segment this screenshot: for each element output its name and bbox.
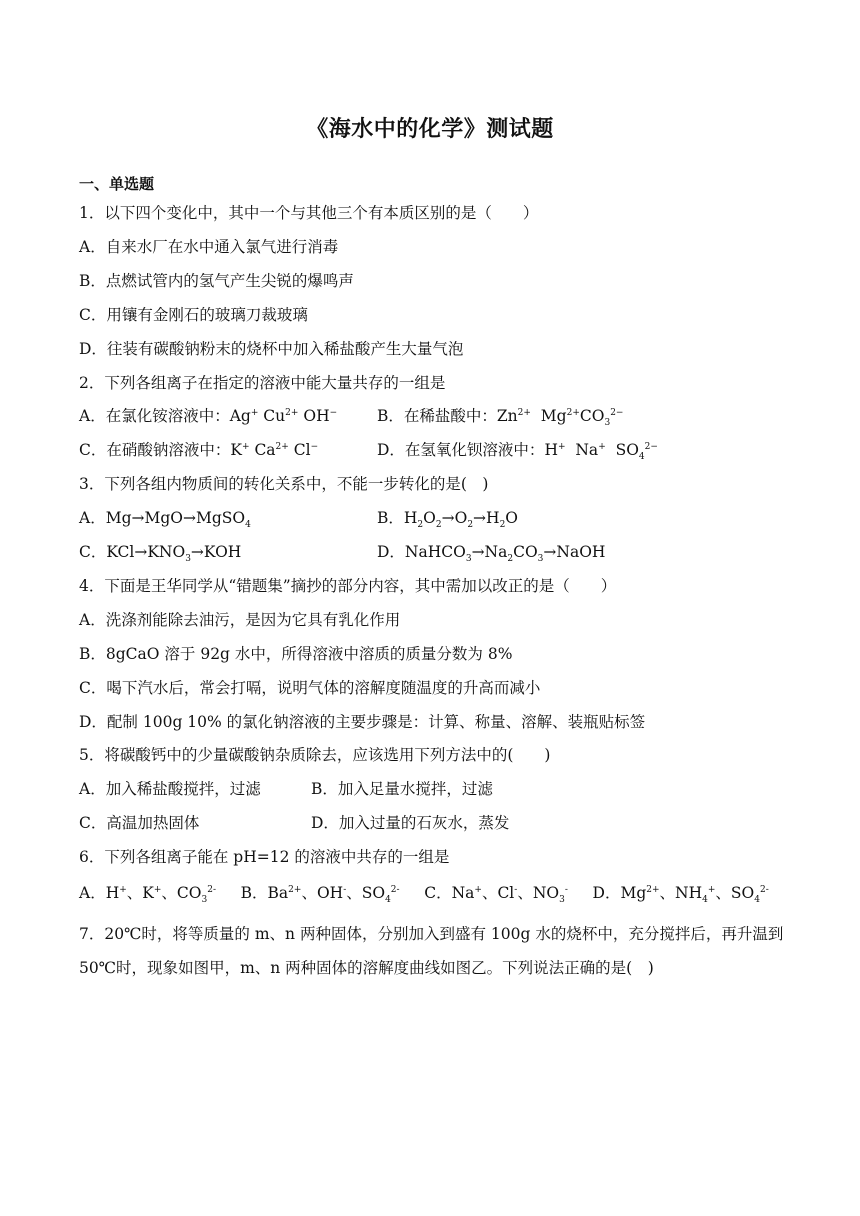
question-2-option-c: C．在硝酸钠溶液中：K+ $Ca^{2+}$ Cl− (79, 441, 319, 459)
question-2-option-a: A．在氯化铵溶液中：Ag+ $Cu^{2+}$ OH− (79, 407, 338, 425)
question-6-option-b: B．$Ba^{2+}$、OH-、$SO_4^{2-}$ (240, 884, 400, 906)
question-4-option-b: B．8gCaO 溶于 92g 水中，所得溶液中溶质的质量分数为 8% (79, 645, 513, 663)
question-4-option-d: D．配制 100g 10% 的氯化钠溶液的主要步骤是：计算、称量、溶解、装瓶贴标签 (79, 713, 646, 731)
question-3-option-c: C．$KCl\to KNO_3\to KOH$ (79, 543, 242, 565)
question-3-stem: 3．下列各组内物质间的转化关系中，不能一步转化的是( ) (79, 475, 489, 493)
question-1-stem: 1．以下四个变化中，其中一个与其他三个有本质区别的是（ ） (79, 204, 539, 222)
question-6-option-c: C．Na+、Cl-、$NO_3^-$ (424, 884, 568, 906)
question-1-option-c: C．用镶有金刚石的玻璃刀裁玻璃 (79, 306, 308, 324)
question-6-options (79, 882, 769, 904)
question-5-option-a: A．加入稀盐酸搅拌，过滤 (79, 780, 261, 798)
question-3-option-b: B．$H_2O_2\to O_2\to H_2O$ (377, 509, 519, 531)
question-6-option-a: A．H+、K+、$CO_3^{2-}$ (79, 884, 216, 906)
question-6-stem: 6．下列各组离子能在 pH=12 的溶液中共存的一组是 (79, 848, 450, 866)
question-5-option-c: C．高温加热固体 (79, 814, 200, 832)
question-1-option-a: A．自来水厂在水中通入氯气进行消毒 (79, 238, 339, 256)
question-3-option-a: A．Mg→MgO→MgSO$_4$ (79, 509, 251, 531)
question-7-stem: 7．20℃时，将等质量的 m、n 两种固体，分别加入到盛有 100g 水的烧杯中，充分搅拌后，再升温到 50℃时，现象如图甲，m、n 两种固体的溶解度曲线如图乙。下列说法正确的是( ) (79, 925, 784, 977)
question-5-option-b: B．加入足量水搅拌，过滤 (311, 780, 493, 798)
question-5-stem: 5．将碳酸钙中的少量碳酸钠杂质除去，应该选用下列方法中的( ) (79, 746, 551, 764)
question-2-option-d: D．在氢氧化钡溶液中：H+ Na+ $SO_4^{2-}$ (377, 441, 658, 463)
question-3-option-d: D．$NaHCO_3\to Na_2CO_3\to NaOH$ (377, 543, 606, 565)
question-4-option-c: C．喝下汽水后，常会打嗝，说明气体的溶解度随温度的升高而减小 (79, 679, 541, 697)
question-1-option-b: B．点燃试管内的氢气产生尖锐的爆鸣声 (79, 272, 354, 290)
section-heading: 一、单选题 (79, 175, 155, 193)
question-2-option-b: B．在稀盐酸中：$Zn^{2+}$ $Mg^{2+}CO_3^{2-}$ (377, 407, 624, 429)
question-2-stem: 2．下列各组离子在指定的溶液中能大量共存的一组是 (79, 374, 446, 392)
page-title: 《海水中的化学》测试题 (306, 117, 554, 142)
question-6-option-d: D．$Mg^{2+}$、$NH_4^+$、$SO_4^{2-}$ (592, 884, 769, 906)
question-5-option-d: D．加入过量的石灰水，蒸发 (311, 814, 510, 832)
question-1-option-d: D．往装有碳酸钠粉末的烧杯中加入稀盐酸产生大量气泡 (79, 340, 464, 358)
question-4-stem: 4．下面是王华同学从“错题集”摘抄的部分内容，其中需加以改正的是（ ） (79, 577, 617, 595)
question-4-option-a: A．洗涤剂能除去油污，是因为它具有乳化作用 (79, 611, 401, 629)
